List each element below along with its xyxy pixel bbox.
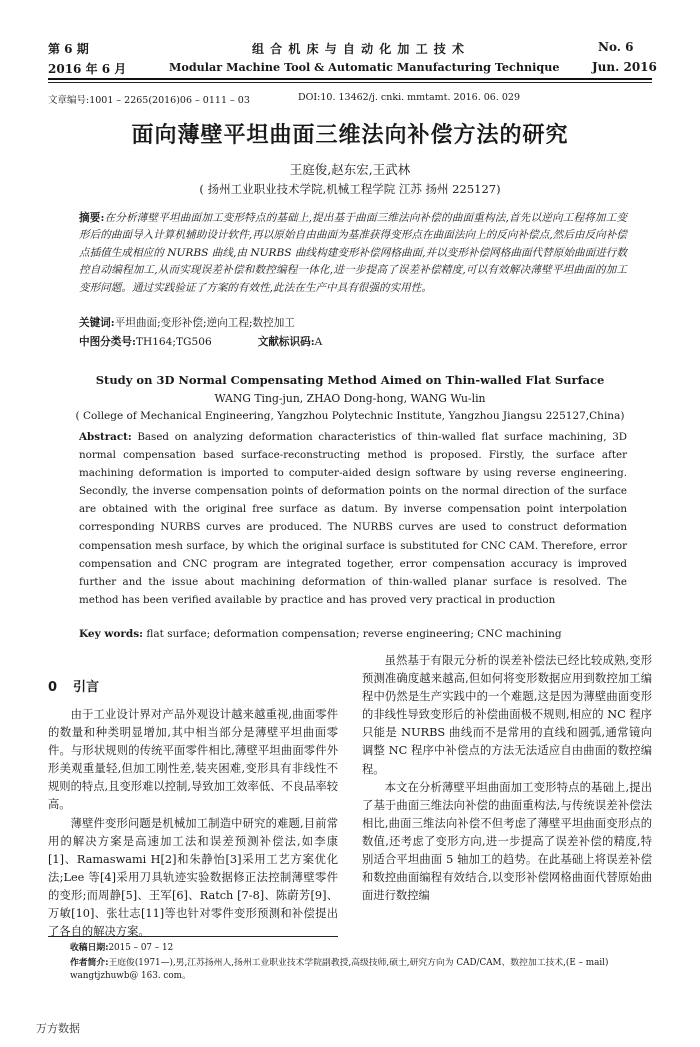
title-cn: 面向薄壁平坦曲面三维法向补偿方法的研究 (131, 122, 569, 148)
journal-cn: 组 合 机 床 与 自 动 化 加 工 技 术 (252, 42, 465, 56)
affiliation-cn: ( 扬州工业职业技术学院,机械工程学院 江苏 扬州 225127) (199, 182, 501, 196)
header-rule (48, 78, 652, 80)
paragraph: 薄壁件变形问题是机械加工制造中研究的难题,目前常用的解决方案是高速加工法和误差预测补偿法,如李康[1]、Ramaswami H[2]和朱静怡[3]采用工艺方案优化法;Lee 等[4]采用刀具轨迹实验数据修正法控制薄壁零件的变形;而周静[5]、王军[6]、Ratch [7-8]、陈蔚芳[9]、万敏[10]、张壮志[11]等也针对零件变形预测和补偿提出了各自的解决方案。 (48, 816, 338, 939)
section-number: 0 (48, 680, 58, 695)
journal-en: Modular Machine Tool & Automatic Manufacturing Technique (169, 60, 560, 74)
body-left-column (48, 706, 338, 941)
keywords-cn-label: 关键词: (79, 317, 115, 329)
authors-en: WANG Ting-jun, ZHAO Dong-hong, WANG Wu-lin (214, 392, 486, 405)
date-en: Jun. 2016 (592, 60, 657, 74)
author-bio-text: 王庭俊(1971—),男,江苏扬州人,扬州工业职业技术学院副教授,高级技师,硕士,研究方向为 CAD/CAM、数控加工技术,(E – mail) wangtjzhuwb@ 163. com。 (70, 958, 609, 981)
keywords-cn (79, 315, 295, 330)
title-en: Study on 3D Normal Compensating Method Aimed on Thin-walled Flat Surface (95, 373, 605, 387)
abstract-cn (79, 210, 627, 297)
paragraph: 虽然基于有限元分析的误差补偿法已经比较成熟,变形预测准确度越来越高,但如何将变形数据应用到数控加工编程中仍然是生产实践中的一个难题,这是因为薄壁曲面变形的非线性导致变形后的补偿曲面极不规则,相应的 NC 程序只能是 NURBS 曲线而不是常用的直线和圆弧,通常镜向调整 NC 程序中补偿点的方法无法适应自由曲面的数控编程。 (362, 654, 652, 776)
abstract-en-label: Abstract: (79, 431, 132, 443)
received-label: 收稿日期: (70, 943, 109, 953)
section-heading (48, 676, 99, 695)
header-rule-thin (48, 82, 652, 83)
keywords-cn-text: 平坦曲面;变形补偿;逆向工程;数控加工 (114, 317, 295, 329)
issue-en: No. 6 (598, 40, 634, 54)
doc-code-label: 文献标识码: (257, 336, 315, 348)
watermark: 万方数据 (36, 1022, 80, 1035)
abstract-cn-text: 在分析薄壁平坦曲面加工变形特点的基础上,提出基于曲面三维法向补偿的曲面重构法,首先以逆向工程将加工变形后的曲面导入计算机辅助设计软件,再以原始自由曲面为基准获得变形点在曲面法向上的反向补偿点,然后由反向补偿点插值生成相应的 NURBS 曲线,由 NURBS 曲线构建变形补偿网格曲面,并以变形补偿网格曲面代替原始曲面进行数控自动编程加工,从而实现误差补偿和数控编程一体化,进一步提高了误差补偿精度,可以有效解决薄壁平坦曲面的加工变形问题。通过实践验证了方案的有效性,此法在生产中具有很强的实用性。 (79, 212, 627, 294)
footnote-rule (48, 936, 338, 937)
article-number: 文章编号:1001 – 2265(2016)06 – 0111 – 03 (48, 95, 250, 106)
keywords-en-text: flat surface; deformation compensation; reverse engineering; CNC machining (143, 628, 562, 640)
received-date (70, 942, 630, 955)
keywords-en (79, 628, 562, 640)
paragraph: 由于工业设计界对产品外观设计越来越重视,曲面零件的数量和种类明显增加,其中相当部分是薄壁平坦曲面零件。与形状规则的传统平面零件相比,薄壁平坦曲面零件外形美观重量轻,但加工刚性差,装夹困难,变形具有非线性不规则的特点,且变形难以控制,导致加工效率低、不良品率较高。 (48, 708, 338, 812)
class-label: 中图分类号: (79, 336, 136, 348)
authors-cn: 王庭俊,赵东宏,王武林 (289, 162, 411, 177)
abstract-cn-label: 摘要: (79, 212, 105, 224)
affiliation-en: ( College of Mechanical Engineering, Yangzhou Polytechnic Institute, Yangzhou Jiangsu 225127,China) (75, 410, 625, 422)
doc-code-value: A (314, 336, 323, 348)
section-title: 引言 (73, 680, 100, 695)
date-cn: 2016 年 6 月 (48, 62, 127, 76)
author-bio (70, 957, 650, 983)
received-value: 2015 – 07 – 12 (108, 943, 174, 953)
class-value: TH164;TG506 (135, 336, 212, 348)
issue-cn: 第 6 期 (48, 42, 89, 56)
keywords-en-label: Key words: (79, 628, 144, 640)
author-bio-label: 作者简介: (70, 958, 109, 968)
doi: DOI:10. 13462/j. cnki. mmtamt. 2016. 06. 029 (298, 92, 521, 103)
paragraph: 本文在分析薄壁平坦曲面加工变形特点的基础上,提出了基于曲面三维法向补偿的曲面重构法,与传统误差补偿法相比,曲面三维法向补偿不但考虑了薄壁平坦曲面变形点的数值,还考虑了变形方向,进一步提高了误差补偿的精度,特别适合平坦曲面 5 轴加工的趋势。在此基础上将误差补偿和数控曲面编程有效结合,以变形补偿网格曲面代替原始曲面进行数控编 (362, 780, 652, 903)
classification-cn (79, 334, 322, 349)
abstract-en (79, 428, 627, 609)
body-right-column (362, 652, 652, 905)
abstract-en-text: Based on analyzing deformation characteristics of thin-walled flat surface machining, 3D normal compensation based surface-reconstructing method is proposed. Firstly, the surface after machining deformation is imported to computer-aided design software by using reverse engineering. Secondly, the inverse compensation points of deformation points on the normal direction of the surface are obtained with the original free surface as datum. By inverse compensation point interpolation corresponding NURBS curves are produced. The NURBS curves are used to construct deformation compensation mesh surface, by which the original surface is substituted for CNC CAM. Therefore, error compensation and CNC program are integrated together, error compensation accuracy is improved further and the issue about machining deformation of thin-walled planar surface is resolved. The method has been verified available by practice and has proved very practical in production (79, 431, 627, 606)
